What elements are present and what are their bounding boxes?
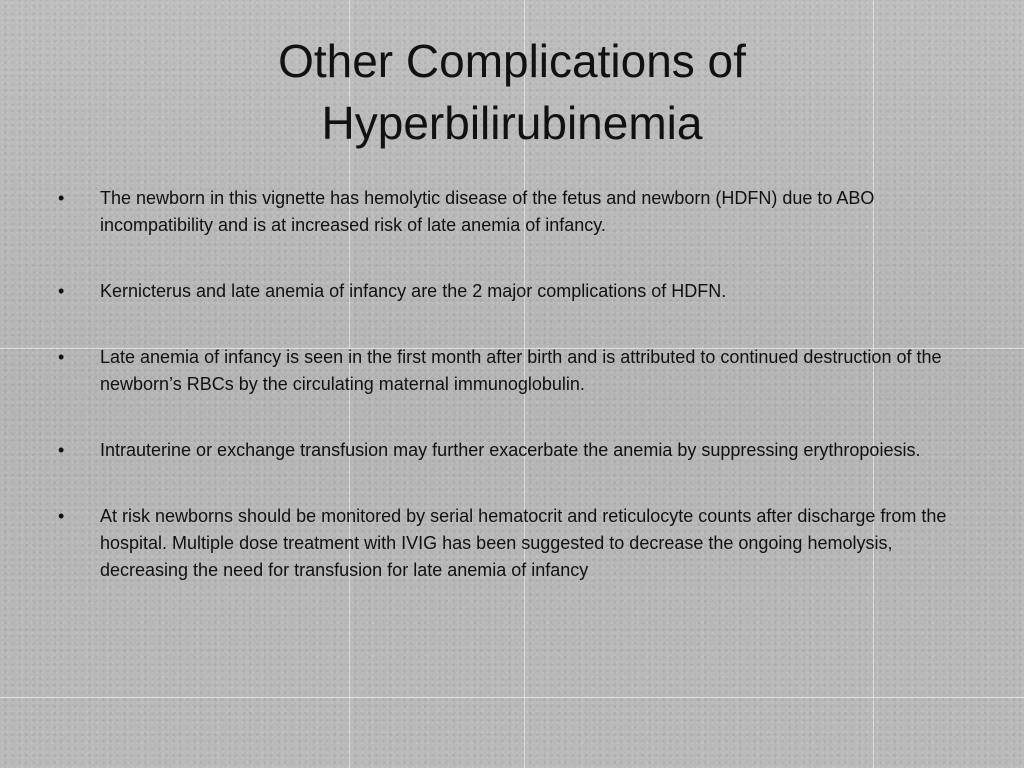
bullet-item [56, 437, 966, 464]
slide-title-line-1: Other Complications of [278, 35, 746, 87]
bullet-marker: • [58, 347, 65, 367]
bullet-item [56, 503, 966, 584]
bullet-marker: • [58, 281, 65, 301]
bullet-marker: • [58, 440, 65, 460]
bullet-marker: • [58, 506, 65, 526]
bullet-text: Intrauterine or exchange transfusion may further exacerbate the anemia by suppressing erythropoiesis. [100, 440, 921, 460]
bullet-marker: • [58, 188, 65, 208]
bullet-text: The newborn in this vignette has hemolytic disease of the fetus and newborn (HDFN) due to ABO incompatibility and is at increased risk of late anemia of infancy. [100, 188, 875, 235]
bullet-item [56, 278, 966, 305]
bullet-text: Kernicterus and late anemia of infancy are the 2 major complications of HDFN. [100, 281, 727, 301]
bullet-item [56, 344, 966, 398]
bullet-list [56, 185, 966, 623]
bullet-item [56, 185, 966, 239]
bullet-text: Late anemia of infancy is seen in the first month after birth and is attributed to continued destruction of the newborn’s RBCs by the circulating maternal immunoglobulin. [100, 347, 942, 394]
slide-title [150, 30, 874, 154]
bullet-text: At risk newborns should be monitored by serial hematocrit and reticulocyte counts after discharge from the hospital. Multiple dose treatment with IVIG has been suggested to decrease the ongoing hemolysis, decreasing the need for transfusion for late anemia of infancy [100, 506, 947, 580]
slide-title-line-2: Hyperbilirubinemia [321, 97, 703, 149]
